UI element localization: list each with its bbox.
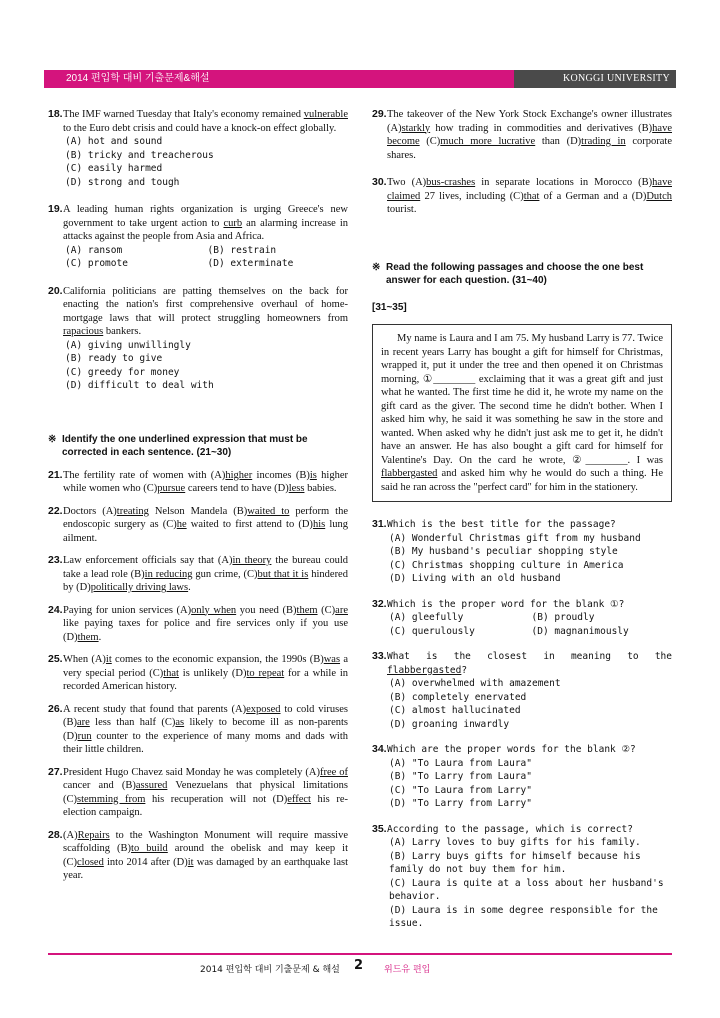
- question-stem: Law enforcement officials say that (A)in theory the bureau could take a lead role (B)in reducing gun crime, (C)but that it is hindered by (D)politically driving laws.: [63, 555, 348, 593]
- option-d[interactable]: (D) exterminate: [207, 258, 294, 269]
- blank-1: ________: [433, 373, 476, 385]
- underlined-word: curb: [223, 217, 243, 229]
- option-b[interactable]: (B) "To Larry from Laura": [389, 771, 532, 782]
- question-25: [48, 653, 348, 694]
- question-stem: Doctors (A)treating Nelson Mandela (B)waited to perform the endoscopic surgery as (C)he waited to first attend to (D)his lung ailment.: [63, 505, 349, 544]
- question-number: 18.: [48, 108, 63, 120]
- page-number: 2: [354, 958, 364, 973]
- question-35: [372, 823, 672, 931]
- question-number: 31.: [372, 518, 387, 530]
- option-b[interactable]: (B) tricky and treacherous: [65, 149, 214, 161]
- question-number: 21.: [48, 468, 63, 481]
- question-number: 22.: [48, 504, 63, 517]
- page-footer: [0, 960, 720, 976]
- passage-range: [31~35]: [372, 301, 407, 313]
- question-stem: Two (A)bus-crashes in separate locations in Morocco (B)have claimed 27 lives, including (C)that of a German and a (D)Dutch tourist.: [387, 177, 672, 215]
- question-stem: Which is the best title for the passage?: [387, 519, 616, 530]
- footer-divider: [48, 953, 672, 955]
- question-32: [372, 598, 672, 639]
- question-number: 19.: [48, 203, 63, 215]
- question-31: [372, 518, 672, 586]
- option-c[interactable]: (C) easily harmed: [65, 163, 163, 174]
- underlined-word: vulnerable: [303, 109, 348, 120]
- option-a[interactable]: (A) giving unwillingly: [65, 339, 191, 351]
- question-number: 25.: [48, 653, 63, 665]
- question-number: 23.: [48, 554, 63, 566]
- footer-brand: 위드유 편입: [384, 965, 431, 975]
- question-19: [48, 203, 348, 271]
- note-mark: ※: [48, 433, 57, 445]
- question-stem: According to the passage, which is correct?: [387, 823, 633, 835]
- page-header: [44, 70, 676, 88]
- question-26: [48, 703, 348, 757]
- option-a[interactable]: (A) hot and sound: [65, 136, 163, 147]
- question-stem: California politicians are patting themselves on the back for enacting the nation's first comprehensive overhaul of home-mortgage laws that will protect struggling homeowners from rapacious bankers.: [63, 285, 348, 337]
- question-stem: Which is the proper word for the blank ①?: [387, 598, 625, 610]
- underlined-word: rapacious: [63, 326, 104, 337]
- question-number: 29.: [372, 108, 387, 120]
- question-27: [48, 766, 348, 820]
- underlined-word: flabbergasted: [381, 468, 438, 479]
- footer-title: 2014 편입학 대비 기출문제 & 해설: [200, 965, 340, 975]
- option-c[interactable]: (C) promote: [65, 258, 128, 269]
- option-c[interactable]: (C) querulously: [389, 625, 475, 637]
- question-number: 20.: [48, 284, 63, 297]
- option-d[interactable]: (D) "To Larry from Larry": [389, 798, 532, 809]
- question-stem: A recent study that found that parents (A)exposed to cold viruses (B)are less than half (C)as likely to become ill as non-parents (D)run counter to the experience of many moms and dads with their little children.: [63, 703, 348, 755]
- option-c[interactable]: (C) "To Laura from Larry": [389, 784, 532, 796]
- question-number: 28.: [48, 828, 63, 841]
- question-28: [48, 829, 348, 883]
- question-number: 32.: [372, 597, 387, 610]
- question-20: [48, 285, 348, 393]
- option-d[interactable]: (D) magnanimously: [531, 625, 629, 637]
- option-b[interactable]: (B) ready to give: [65, 353, 163, 364]
- question-stem: Which are the proper words for the blank ②?: [387, 744, 636, 755]
- header-university: KONGGI UNIVERSITY: [514, 70, 676, 88]
- section-instruction: ※ Identify the one underlined expression that must be corrected in each sentence. (21~30): [48, 433, 308, 458]
- question-number: 30.: [372, 176, 387, 188]
- question-21: [48, 469, 348, 496]
- option-b[interactable]: (B) My husband's peculiar shopping style: [389, 546, 618, 557]
- question-number: 34.: [372, 743, 387, 755]
- question-stem: Paying for union services (A)only when you need (B)them (C)are like paying taxes for police and fire services only if you use (D)them.: [63, 604, 348, 643]
- option-a[interactable]: (A) ransom: [65, 244, 123, 256]
- option-b[interactable]: (B) restrain: [207, 244, 277, 256]
- question-number: 35.: [372, 822, 387, 835]
- option-d[interactable]: (D) Laura is in some degree responsible for the issue.: [389, 904, 658, 929]
- question-34: [372, 743, 672, 811]
- question-stem: What is the closest in meaning to the flabbergasted?: [387, 651, 672, 676]
- option-d[interactable]: (D) groaning inwardly: [389, 718, 510, 730]
- question-stem: When (A)it comes to the economic expansion, the 1990s (B)was a very special period (C)that is unlikely (D)to repeat for a while in recorded American history.: [63, 654, 349, 692]
- right-column: [372, 108, 672, 931]
- question-number: 24.: [48, 603, 63, 616]
- question-stem: The fertility rate of women with (A)higher incomes (B)is higher while women who (C)pursue careers tend to have (D)less babies.: [63, 469, 349, 494]
- header-title: 2014 편입학 대비 기출문제&해설: [44, 70, 514, 88]
- option-d[interactable]: (D) difficult to deal with: [65, 380, 214, 391]
- question-30: [372, 176, 672, 217]
- option-a[interactable]: (A) gleefully: [389, 612, 464, 623]
- question-number: 33.: [372, 650, 387, 662]
- blank-2: ________: [585, 454, 628, 466]
- option-b[interactable]: (B) proudly: [531, 612, 595, 623]
- option-b[interactable]: (B) Larry buys gifts for himself because his family do not buy them for him.: [389, 850, 641, 875]
- option-a[interactable]: (A) overwhelmed with amazement: [389, 678, 561, 689]
- option-c[interactable]: (C) greedy for money: [65, 366, 180, 378]
- question-stem: (A)Repairs to the Washington Monument will require massive scaffolding (B)to build around the obelisk and may keep it (C)closed into 2014 after (D)it was damaged by an earthquake last year.: [63, 829, 348, 881]
- reading-passage: My name is Laura and I am 75. My husband Larry is 77. Twice in recent years Larry has bought a gift for himself for Christmas, wrapped it, put it under the tree and then opened it on Christmas morning, ①________ exclaiming that it was a great gift and just what he wanted. The first time he did it, he wrote my name on the gift card as the giver. The second time he didn't bother. When I asked him why, he said it was something he saw in the store and wanted. When asked why he didn't just ask me to get it, he didn't have an answer. He has also bought a gift card for himself for Valentine's Day. On the card he wrote, ②________. I was flabbergasted and asked him why he would do such a thing. He said he ran across the "perfect card" for him in the stationery.: [372, 324, 672, 502]
- question-stem: A leading human rights organization is urging Greece's new government to take urgent action to curb an alarming increase in attacks against the people from Asia and Africa.: [63, 204, 349, 242]
- option-d[interactable]: (D) strong and tough: [65, 176, 180, 188]
- question-stem: The takeover of the New York Stock Exchange's owner illustrates (A)starkly how trading in commodities and derivatives (B)have become (C)much more lucrative than (D)trading in corporate shares.: [387, 109, 672, 161]
- question-29: [372, 108, 672, 162]
- question-33: [372, 650, 672, 731]
- question-number: 27.: [48, 765, 63, 778]
- option-c[interactable]: (C) almost hallucinated: [389, 705, 521, 716]
- section-instruction: ※ Read the following passages and choose the one best answer for each question. (31~40): [372, 261, 644, 286]
- question-23: [48, 554, 348, 595]
- question-24: [48, 604, 348, 645]
- option-d[interactable]: (D) Living with an old husband: [389, 573, 561, 584]
- option-c[interactable]: (C) Christmas shopping culture in America: [389, 559, 624, 571]
- option-b[interactable]: (B) completely enervated: [389, 691, 527, 703]
- option-a[interactable]: (A) Wonderful Christmas gift from my husband: [389, 532, 641, 544]
- question-stem: The IMF warned Tuesday that Italy's economy remained vulnerable to the Euro debt crisis and could have a knock-on effect globally.: [63, 109, 348, 134]
- option-a[interactable]: (A) Larry loves to buy gifts for his family.: [389, 837, 641, 848]
- question-22: [48, 505, 348, 546]
- question-stem: President Hugo Chavez said Monday he was completely (A)free of cancer and (B)assured Venezuelans that physical limitations (C)stemming from his recuperation will not (D)effect his re-election campaign.: [63, 766, 348, 818]
- question-number: 26.: [48, 702, 63, 715]
- question-18: [48, 108, 348, 189]
- note-mark: ※: [372, 261, 381, 273]
- option-c[interactable]: (C) Laura is quite at a loss about her husband's behavior.: [389, 877, 664, 902]
- option-a[interactable]: (A) "To Laura from Laura": [389, 757, 532, 769]
- left-column: [48, 108, 348, 883]
